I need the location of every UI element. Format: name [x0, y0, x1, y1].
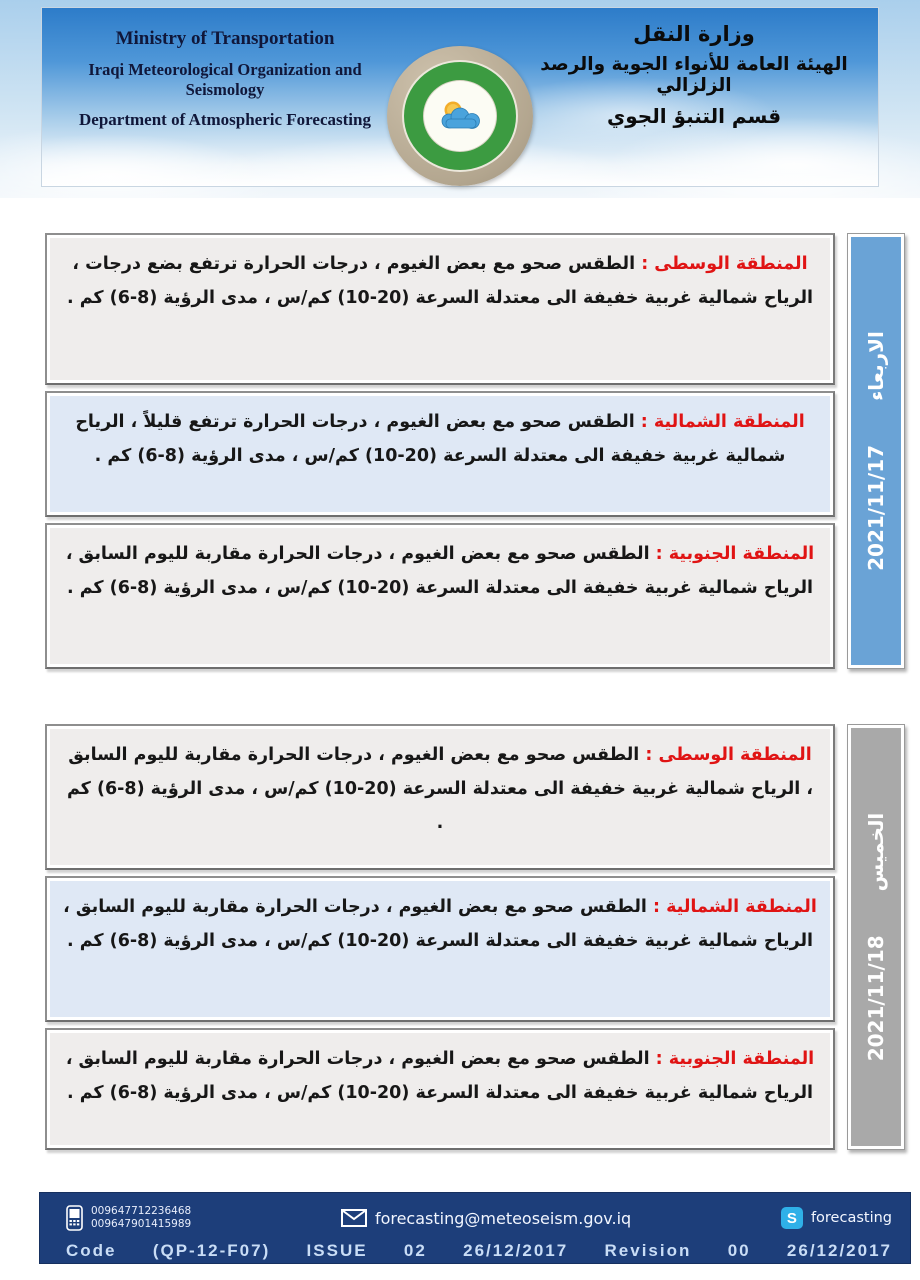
phone-cluster — [66, 1205, 191, 1231]
footer-contact-bar — [40, 1193, 910, 1263]
forecast-text: الطقس صحو مع بعض الغيوم ، درجات الحرارة مقاربة لليوم السابق ، الرياح شمالية غربية خفيفة الى معتدلة السرعة (20-10) كم/س ، مدى الرؤية (8-6) كم . — [66, 745, 814, 833]
skype-cluster — [781, 1207, 892, 1229]
thursday-boxes — [45, 724, 835, 1150]
organization-seal-logo — [387, 46, 533, 186]
forecast-group-wednesday — [45, 233, 905, 669]
wednesday-boxes — [45, 233, 835, 669]
header-english-block — [60, 28, 390, 130]
day-date: 2021/11/18 — [864, 935, 888, 1062]
phone-number-1: 009647712236468 — [91, 1205, 192, 1217]
email-address[interactable]: forecasting@meteoseism.gov.iq — [374, 1208, 632, 1228]
header-banner — [42, 8, 878, 186]
department-title-en: Department of Atmospheric Forecasting — [79, 110, 371, 129]
forecast-box-northern — [45, 391, 835, 517]
region-label: المنطقة الشمالية : — [646, 897, 817, 917]
department-title-ar: قسم التنبؤ الجوي — [606, 104, 782, 128]
contact-row — [66, 1199, 892, 1237]
forecast-text: الطقس صحو مع بعض الغيوم ، درجات الحرارة ترتفع قليلاً ، الرياح شمالية غربية خفيفة الى معتدلة السرعة (20-10) كم/س ، مدى الرؤية (8-6) كم . — [75, 412, 786, 466]
phone-icon — [66, 1205, 83, 1231]
region-label: المنطقة الوسطى : — [635, 254, 808, 274]
day-tab-wednesday — [847, 233, 905, 669]
forecast-box-northern — [45, 876, 835, 1022]
forecast-text: الطقس صحو مع بعض الغيوم ، درجات الحرارة ترتفع بضع درجات ، الرياح شمالية غربية خفيفة الى معتدلة السرعة (20-10) كم/س ، مدى الرؤية (8-6) كم . — [66, 254, 814, 308]
logo-cloud-sun-icon — [423, 80, 497, 152]
document-code-line: Code (QP-12-F07) ISSUE 02 26/12/2017 Revision 00 26/12/2017 — [66, 1241, 892, 1260]
email-icon — [341, 1209, 367, 1227]
forecast-text: الطقس صحو مع بعض الغيوم ، درجات الحرارة مقاربة لليوم السابق ، الرياح شمالية غربية خفيفة الى معتدلة السرعة (20-10) كم/س ، مدى الرؤية (8-6) كم . — [65, 1049, 814, 1103]
skype-icon: S — [781, 1207, 803, 1229]
forecast-box-central — [45, 233, 835, 385]
logo-green-ring — [402, 60, 518, 172]
organization-title-ar: الهيئة العامة للأنواء الجوية والرصد الزلزالي — [540, 54, 848, 96]
forecast-box-southern — [45, 523, 835, 669]
day-date: 2021/11/17 — [864, 444, 888, 571]
email-cluster — [341, 1209, 631, 1228]
region-label: المنطقة الوسطى : — [639, 745, 812, 765]
ministry-title-en: Ministry of Transportation — [115, 28, 335, 49]
header-sky-band — [0, 0, 920, 198]
forecast-text: الطقس صحو مع بعض الغيوم ، درجات الحرارة مقاربة لليوم السابق ، الرياح شمالية غربية خفيفة الى معتدلة السرعة (20-10) كم/س ، مدى الرؤية (8-6) كم . — [63, 897, 814, 951]
forecast-text: الطقس صحو مع بعض الغيوم ، درجات الحرارة مقاربة لليوم السابق ، الرياح شمالية غربية خفيفة الى معتدلة السرعة (20-10) كم/س ، مدى الرؤية (8-6) كم . — [65, 544, 814, 598]
organization-title-en: Iraqi Meteorological Organization and Seismology — [88, 60, 362, 99]
day-tab-thursday — [847, 724, 905, 1150]
forecast-group-thursday — [45, 724, 905, 1150]
phone-numbers — [91, 1205, 191, 1231]
region-label: المنطقة الجنوبية : — [649, 1049, 815, 1069]
header-arabic-block — [524, 22, 864, 128]
region-label: المنطقة الشمالية : — [634, 412, 805, 432]
region-label: المنطقة الجنوبية : — [649, 544, 815, 564]
day-name: الاربعاء — [864, 331, 888, 401]
skype-username: forecasting — [810, 1210, 892, 1226]
phone-number-2: 009647901415989 — [91, 1218, 192, 1230]
forecast-box-central — [45, 724, 835, 870]
ministry-title-ar: وزارة النقل — [633, 22, 755, 46]
day-name: الخميس — [864, 812, 888, 892]
forecast-box-southern — [45, 1028, 835, 1150]
